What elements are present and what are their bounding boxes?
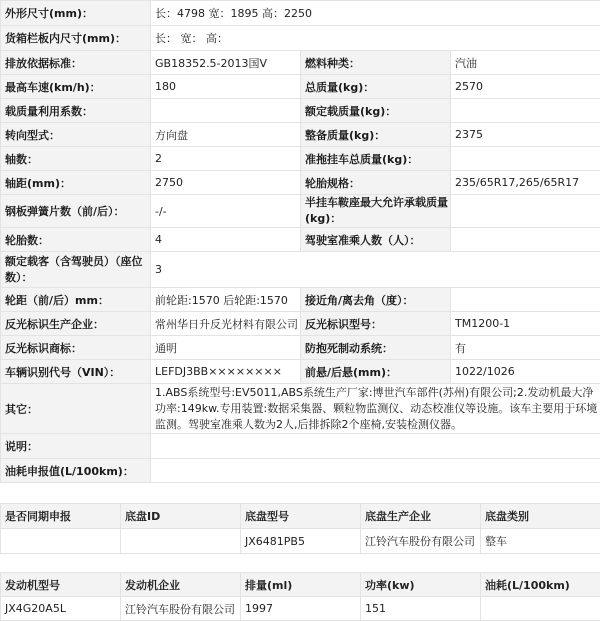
spec-label: 准拖挂车总质量(kg)： xyxy=(301,147,451,171)
table-row xyxy=(1,529,600,554)
column-header: 底盘类别 xyxy=(481,504,600,529)
spec-row xyxy=(1,360,600,384)
chassis-table xyxy=(0,503,600,554)
table-cell xyxy=(481,597,600,621)
spec-value xyxy=(151,434,600,459)
spec-value: -/- xyxy=(151,195,301,228)
spec-value: 方向盘 xyxy=(151,123,301,147)
spec-label: 轮胎数： xyxy=(1,228,151,252)
spec-label: 轮距（前/后）mm： xyxy=(1,288,151,312)
spec-label: 额定载质量(kg)： xyxy=(301,99,451,123)
spec-label: 说明： xyxy=(1,434,151,459)
spec-label: 整备质量(kg)： xyxy=(301,123,451,147)
spec-label: 最高车速(km/h)： xyxy=(1,75,151,99)
spec-value: GB18352.5-2013国Ⅴ xyxy=(151,51,301,75)
spec-value: 汽油 xyxy=(451,51,600,75)
spec-value: 常州华日升反光材料有限公司 xyxy=(151,312,301,336)
spec-label: 排放依据标准： xyxy=(1,51,151,75)
spec-row xyxy=(1,312,600,336)
column-header: 发动机企业 xyxy=(121,573,241,597)
table-cell: JX4G20A5L xyxy=(1,597,121,621)
spec-value xyxy=(451,195,600,228)
spec-label: 油耗申报值(L/100km)： xyxy=(1,459,151,483)
spec-value: 长：4798 宽：1895 高：2250 xyxy=(151,1,600,26)
spec-label: 驾驶室准乘人数（人）： xyxy=(301,228,451,252)
spec-row xyxy=(1,75,600,99)
spec-value: 长： 宽： 高： xyxy=(151,26,600,51)
spec-label: 外形尺寸(mm)： xyxy=(1,1,151,26)
spec-row xyxy=(1,99,600,123)
column-header: 底盘ID xyxy=(121,504,241,529)
spec-value: 180 xyxy=(151,75,301,99)
table-cell: 整车 xyxy=(481,529,600,554)
spec-label: 前悬/后悬(mm)： xyxy=(301,360,451,384)
spec-value: 2375 xyxy=(451,123,600,147)
spec-label: 其它： xyxy=(1,384,151,434)
spec-value xyxy=(151,459,600,483)
table-cell: 1997 xyxy=(241,597,361,621)
spec-label: 半挂车鞍座最大允许承载质量(kg)： xyxy=(301,195,451,228)
spec-label: 反光标识商标： xyxy=(1,336,151,360)
spec-value xyxy=(451,288,600,312)
spec-label: 反光标识生产企业： xyxy=(1,312,151,336)
spec-row xyxy=(1,1,600,26)
spec-label: 车辆识别代号（VIN）： xyxy=(1,360,151,384)
spec-row xyxy=(1,459,600,483)
table-row xyxy=(1,597,600,621)
spec-label: 转向型式： xyxy=(1,123,151,147)
spec-row xyxy=(1,147,600,171)
table-cell: JX6481PB5 xyxy=(241,529,361,554)
table-cell xyxy=(121,529,241,554)
table-header-row xyxy=(1,573,600,597)
spec-value: 有 xyxy=(451,336,600,360)
spec-row xyxy=(1,51,600,75)
spec-label: 轴数： xyxy=(1,147,151,171)
spec-label: 反光标识型号： xyxy=(301,312,451,336)
spec-label: 燃料种类： xyxy=(301,51,451,75)
spec-label: 钢板弹簧片数（前/后）： xyxy=(1,195,151,228)
spec-row xyxy=(1,252,600,288)
spec-row xyxy=(1,384,600,434)
table-cell xyxy=(1,529,121,554)
spec-value: 1.ABS系统型号:EV5011,ABS系统生产厂家:博世汽车部件(苏州)有限公司;2.发动机最大净功率:149kw.专用装置:数据采集器、颗粒物监测仪、动态校准仪等设施。该车主要用于环境监测。驾驶室准乘人数为2人,后排拆除2个座椅,安装检测仪器。 xyxy=(151,384,600,434)
spec-value: LEFDJ3BB×××××××× xyxy=(151,360,301,384)
spec-value: 4 xyxy=(151,228,301,252)
spec-value: 2570 xyxy=(451,75,600,99)
column-header: 油耗(L/100km) xyxy=(481,573,600,597)
spec-row xyxy=(1,171,600,195)
table-cell: 江铃汽车股份有限公司 xyxy=(121,597,241,621)
spec-value: 3 xyxy=(151,252,600,288)
spec-label: 轮胎规格： xyxy=(301,171,451,195)
spec-value: 2750 xyxy=(151,171,301,195)
spec-row xyxy=(1,288,600,312)
spec-label: 轴距(mm)： xyxy=(1,171,151,195)
spec-label: 总质量(kg)： xyxy=(301,75,451,99)
spec-value: 235/65R17,265/65R17 xyxy=(451,171,600,195)
table-header-row xyxy=(1,504,600,529)
spec-label: 载质量利用系数： xyxy=(1,99,151,123)
column-header: 发动机型号 xyxy=(1,573,121,597)
spec-label: 货箱栏板内尺寸(mm)： xyxy=(1,26,151,51)
spec-label: 额定载客（含驾驶员）（座位数）： xyxy=(1,252,151,288)
spec-row xyxy=(1,195,600,228)
table-cell: 江铃汽车股份有限公司 xyxy=(361,529,481,554)
column-header: 是否同期申报 xyxy=(1,504,121,529)
spec-value: 前轮距:1570 后轮距:1570 xyxy=(151,288,301,312)
spec-label: 防抱死制动系统： xyxy=(301,336,451,360)
spec-value: 通明 xyxy=(151,336,301,360)
engine-table xyxy=(0,572,600,621)
spec-value xyxy=(151,99,301,123)
spec-value xyxy=(451,147,600,171)
spec-row xyxy=(1,123,600,147)
spec-row xyxy=(1,336,600,360)
spec-row xyxy=(1,434,600,459)
spec-value: 2 xyxy=(151,147,301,171)
table-cell: 151 xyxy=(361,597,481,621)
column-header: 底盘型号 xyxy=(241,504,361,529)
spec-value: TM1200-1 xyxy=(451,312,600,336)
column-header: 底盘生产企业 xyxy=(361,504,481,529)
spec-value: 1022/1026 xyxy=(451,360,600,384)
spec-value xyxy=(451,228,600,252)
spec-row xyxy=(1,228,600,252)
spec-label: 接近角/离去角（度）： xyxy=(301,288,451,312)
column-header: 功率(kw) xyxy=(361,573,481,597)
spec-value xyxy=(451,99,600,123)
spec-row xyxy=(1,26,600,51)
column-header: 排量(ml) xyxy=(241,573,361,597)
